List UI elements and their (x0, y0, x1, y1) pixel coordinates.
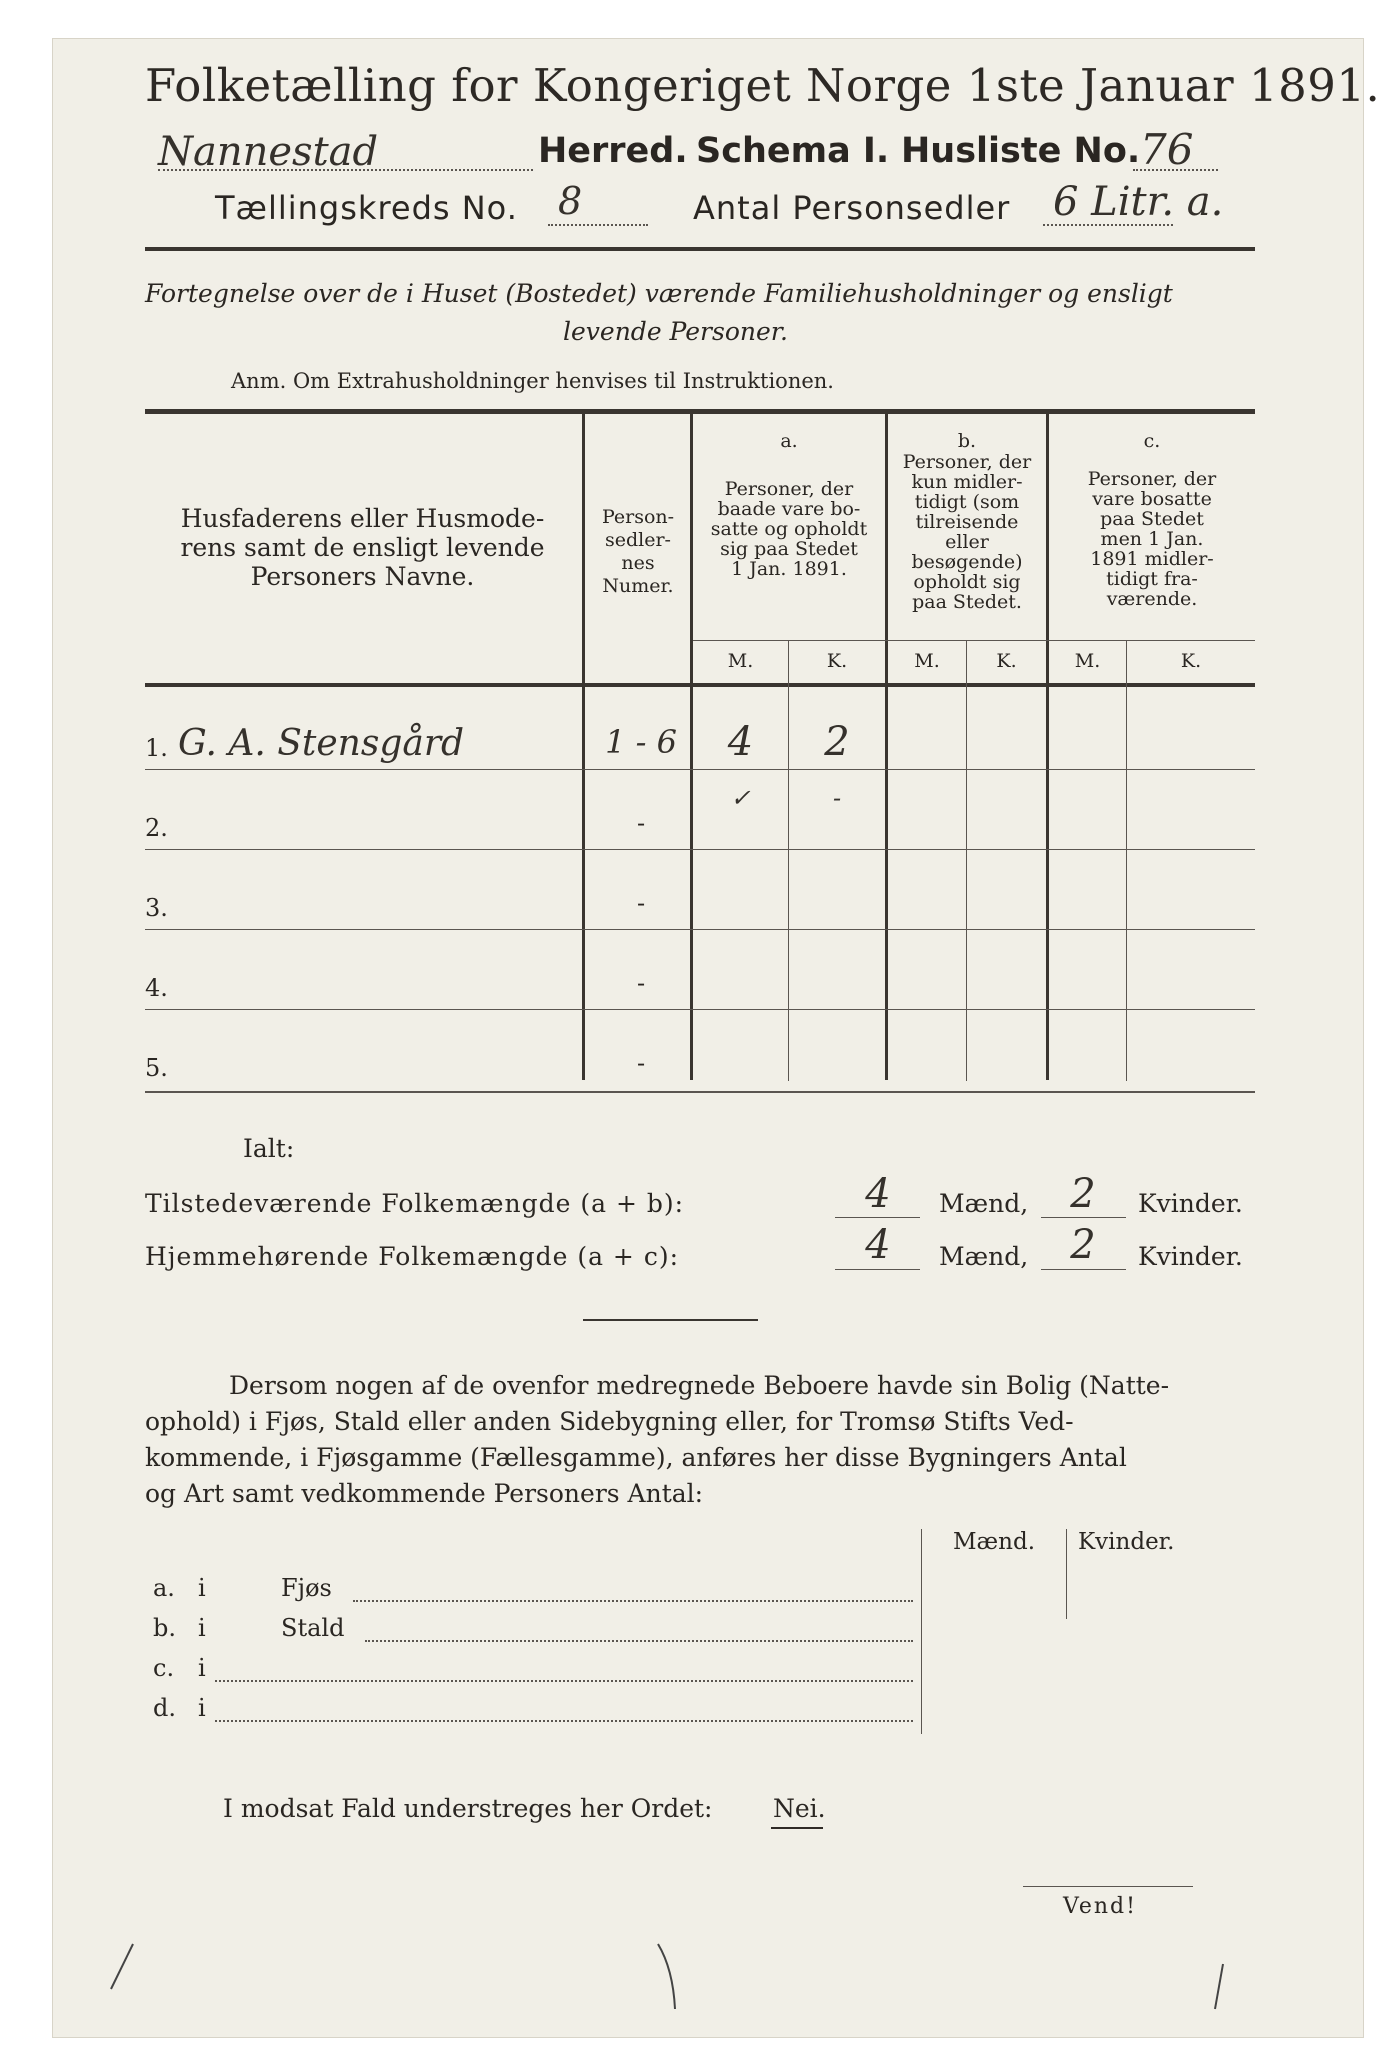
intro-line2: levende Personer. (563, 317, 788, 346)
nei-word: Nei. (773, 1794, 826, 1823)
nei-underline (771, 1827, 823, 1829)
building-i: i (198, 1574, 206, 1602)
anm-note: Anm. Om Extrahusholdninger henvises til Instruktionen. (231, 369, 834, 393)
header-b-line: kun midler- (911, 471, 1023, 493)
header-c-line: paa Stedet (1100, 508, 1204, 530)
totals-row1-maend: Mænd, (939, 1189, 1029, 1218)
header-c (1049, 469, 1255, 609)
totals-row2-maend: Mænd, (939, 1242, 1029, 1271)
totals-row2-k: 2 (1070, 1222, 1096, 1268)
totals-row2-k-line (1041, 1269, 1126, 1270)
row-numer: - (636, 889, 646, 917)
header-numer-line: Person- (601, 506, 675, 528)
husliste-dots (1133, 169, 1218, 171)
row-numer: 1 - 6 (605, 723, 677, 761)
footer-para-line: ophold) i Fjøs, Stald eller anden Sidebygning eller, for Tromsø Stifts Ved- (145, 1407, 1074, 1436)
header-names (145, 504, 580, 591)
ialt-label: Ialt: (243, 1134, 295, 1163)
building-dots (365, 1640, 913, 1642)
row-rule (145, 1009, 1255, 1010)
header-b-line: paa Stedet. (912, 591, 1022, 613)
totals-row2-m: 4 (865, 1222, 891, 1268)
header-names-line: Personers Navne. (250, 562, 475, 591)
header-c-letter: c. (1143, 430, 1161, 452)
row-a-k: - (832, 784, 842, 812)
buildings-col-kvinder: Kvinder. (1078, 1529, 1175, 1555)
header-names-line: rens samt de ensligt levende (180, 533, 545, 562)
footer-para-line: og Art samt vedkommende Personers Antal: (145, 1479, 704, 1508)
header-c-line: Personer, der (1087, 468, 1217, 490)
header-b (888, 452, 1046, 612)
row-a-k: 2 (824, 719, 850, 765)
header-a-line: baade vare bo- (717, 498, 861, 520)
personsedler-label: Antal Personsedler (693, 189, 1011, 227)
intro-line1: Fortegnelse over de i Huset (Bostedet) værende Familiehusholdninger og ensligt (145, 279, 1173, 308)
herred-dots (158, 169, 533, 171)
totals-row1-k: 2 (1070, 1171, 1096, 1217)
building-dots (353, 1600, 913, 1602)
header-c-line: men 1 Jan. (1100, 528, 1204, 550)
header-numer-line: nes (621, 552, 655, 574)
pencil-mark (653, 1939, 693, 2019)
census-form (52, 38, 1381, 2038)
pencil-mark (1203, 1959, 1233, 2019)
header-c-line: vare bosatte (1092, 488, 1212, 510)
personsedler-value: 6 Litr. a. (1053, 179, 1224, 225)
col-divider-b-mk (966, 641, 967, 1081)
building-i: i (198, 1654, 206, 1682)
herred-value: Nannestad (158, 129, 379, 175)
header-b-letter: b. (957, 430, 977, 452)
header-numer-line: Numer. (602, 575, 674, 597)
building-letter: b. (153, 1614, 176, 1642)
totals-row2-label: Hjemmehørende Folkemængde (a + c): (145, 1242, 679, 1271)
header-c-line: værende. (1106, 588, 1198, 610)
header-a-line: 1 Jan. 1891. (731, 558, 847, 580)
building-dots (215, 1680, 913, 1682)
row-rule (145, 929, 1255, 930)
mk-rule (693, 640, 1255, 641)
header-c-line: tidigt fra- (1106, 568, 1198, 590)
row-a-m: 4 (727, 719, 754, 765)
mk-label: M. (727, 650, 754, 672)
header-names-line: Husfaderens eller Husmode- (180, 504, 545, 533)
modsat-text: I modsat Fald understreges her Ordet: (223, 1794, 713, 1823)
mk-label: M. (1074, 650, 1101, 672)
row-rule (145, 849, 1255, 850)
header-numer (586, 506, 690, 598)
row-numer: - (636, 1049, 646, 1077)
building-letter: a. (153, 1574, 175, 1602)
totals-row1-k-line (1041, 1217, 1126, 1218)
totals-row1-kvinder: Kvinder. (1138, 1189, 1243, 1218)
header-c-line: 1891 midler- (1090, 548, 1214, 570)
kreds-value: 8 (558, 179, 583, 223)
row-numer: - (636, 809, 646, 837)
footer-para-line: Dersom nogen af de ovenfor medregnede Beboere havde sin Bolig (Natte- (229, 1371, 1170, 1400)
header-b-line: eller (945, 531, 989, 553)
form-title: Folketælling for Kongeriget Norge 1ste Januar 1891. (145, 59, 1381, 112)
row-number: 1. (145, 734, 168, 762)
building-i: i (198, 1694, 206, 1722)
building-dots (215, 1720, 913, 1722)
husliste-label: Husliste No. (901, 131, 1141, 171)
building-label: Fjøs (281, 1574, 332, 1602)
building-letter: c. (153, 1654, 175, 1682)
kreds-dots (548, 224, 648, 226)
row-numer: - (636, 969, 646, 997)
totals-row1-label: Tilstedeværende Folkemængde (a + b): (145, 1189, 685, 1218)
footer-para-line: kommende, i Fjøsgamme (Fællesgamme), anføres her disse Bygningers Antal (145, 1443, 1127, 1472)
vend-text: Vend! (1063, 1894, 1137, 1919)
building-letter: d. (153, 1694, 176, 1722)
pencil-mark (103, 1939, 143, 1999)
buildings-divider (921, 1529, 922, 1734)
row-rule (145, 1091, 1255, 1093)
header-b-line: tilreisende (915, 511, 1019, 533)
totals-row1-m: 4 (865, 1171, 891, 1217)
col-divider-names (582, 412, 585, 1080)
building-i: i (198, 1614, 206, 1642)
row-name: G. A. Stensgård (178, 723, 465, 764)
totals-row2-kvinder: Kvinder. (1138, 1242, 1243, 1271)
header-a-line: Personer, der (724, 478, 854, 500)
col-divider-a-mk (788, 641, 789, 1081)
table-header-rule (145, 683, 1255, 687)
row-number: 5. (145, 1054, 168, 1082)
header-rule (145, 247, 1255, 251)
header-a-line: sig paa Stedet (720, 538, 858, 560)
header-a (693, 479, 885, 579)
header-numer-line: sedler- (605, 529, 671, 551)
mk-label: K. (996, 650, 1017, 672)
schema-label: Schema I. (696, 131, 890, 171)
buildings-divider (1066, 1529, 1067, 1619)
row-number: 2. (145, 814, 168, 842)
building-label: Stald (281, 1614, 345, 1642)
husliste-value: 76 (1140, 125, 1194, 174)
col-divider-c-mk (1126, 641, 1127, 1081)
totals-row2-m-line (835, 1269, 920, 1270)
kreds-label: Tællingskreds No. (215, 189, 518, 227)
buildings-col-maend: Mænd. (953, 1529, 1036, 1555)
header-a-line: satte og opholdt (710, 518, 868, 540)
totals-row1-m-line (835, 1217, 920, 1218)
header-b-line: besøgende) (911, 551, 1023, 573)
personsedler-dots (1043, 224, 1173, 226)
mk-label: K. (1180, 650, 1202, 672)
row-rule (145, 769, 1255, 770)
mk-label: K. (826, 650, 848, 672)
section-divider (583, 1319, 758, 1321)
row-number: 3. (145, 894, 168, 922)
herred-label: Herred. (538, 131, 688, 171)
header-a-letter: a. (780, 430, 798, 452)
header-b-line: tidigt (som (914, 491, 1020, 513)
row-number: 4. (145, 974, 168, 1002)
header-b-line: opholdt sig (913, 571, 1021, 593)
header-b-line: Personer, der (902, 451, 1032, 473)
row-a-m: ✓ (730, 784, 751, 812)
mk-label: M. (914, 650, 940, 672)
vend-rule (1023, 1886, 1193, 1887)
table-top-rule (145, 409, 1255, 414)
